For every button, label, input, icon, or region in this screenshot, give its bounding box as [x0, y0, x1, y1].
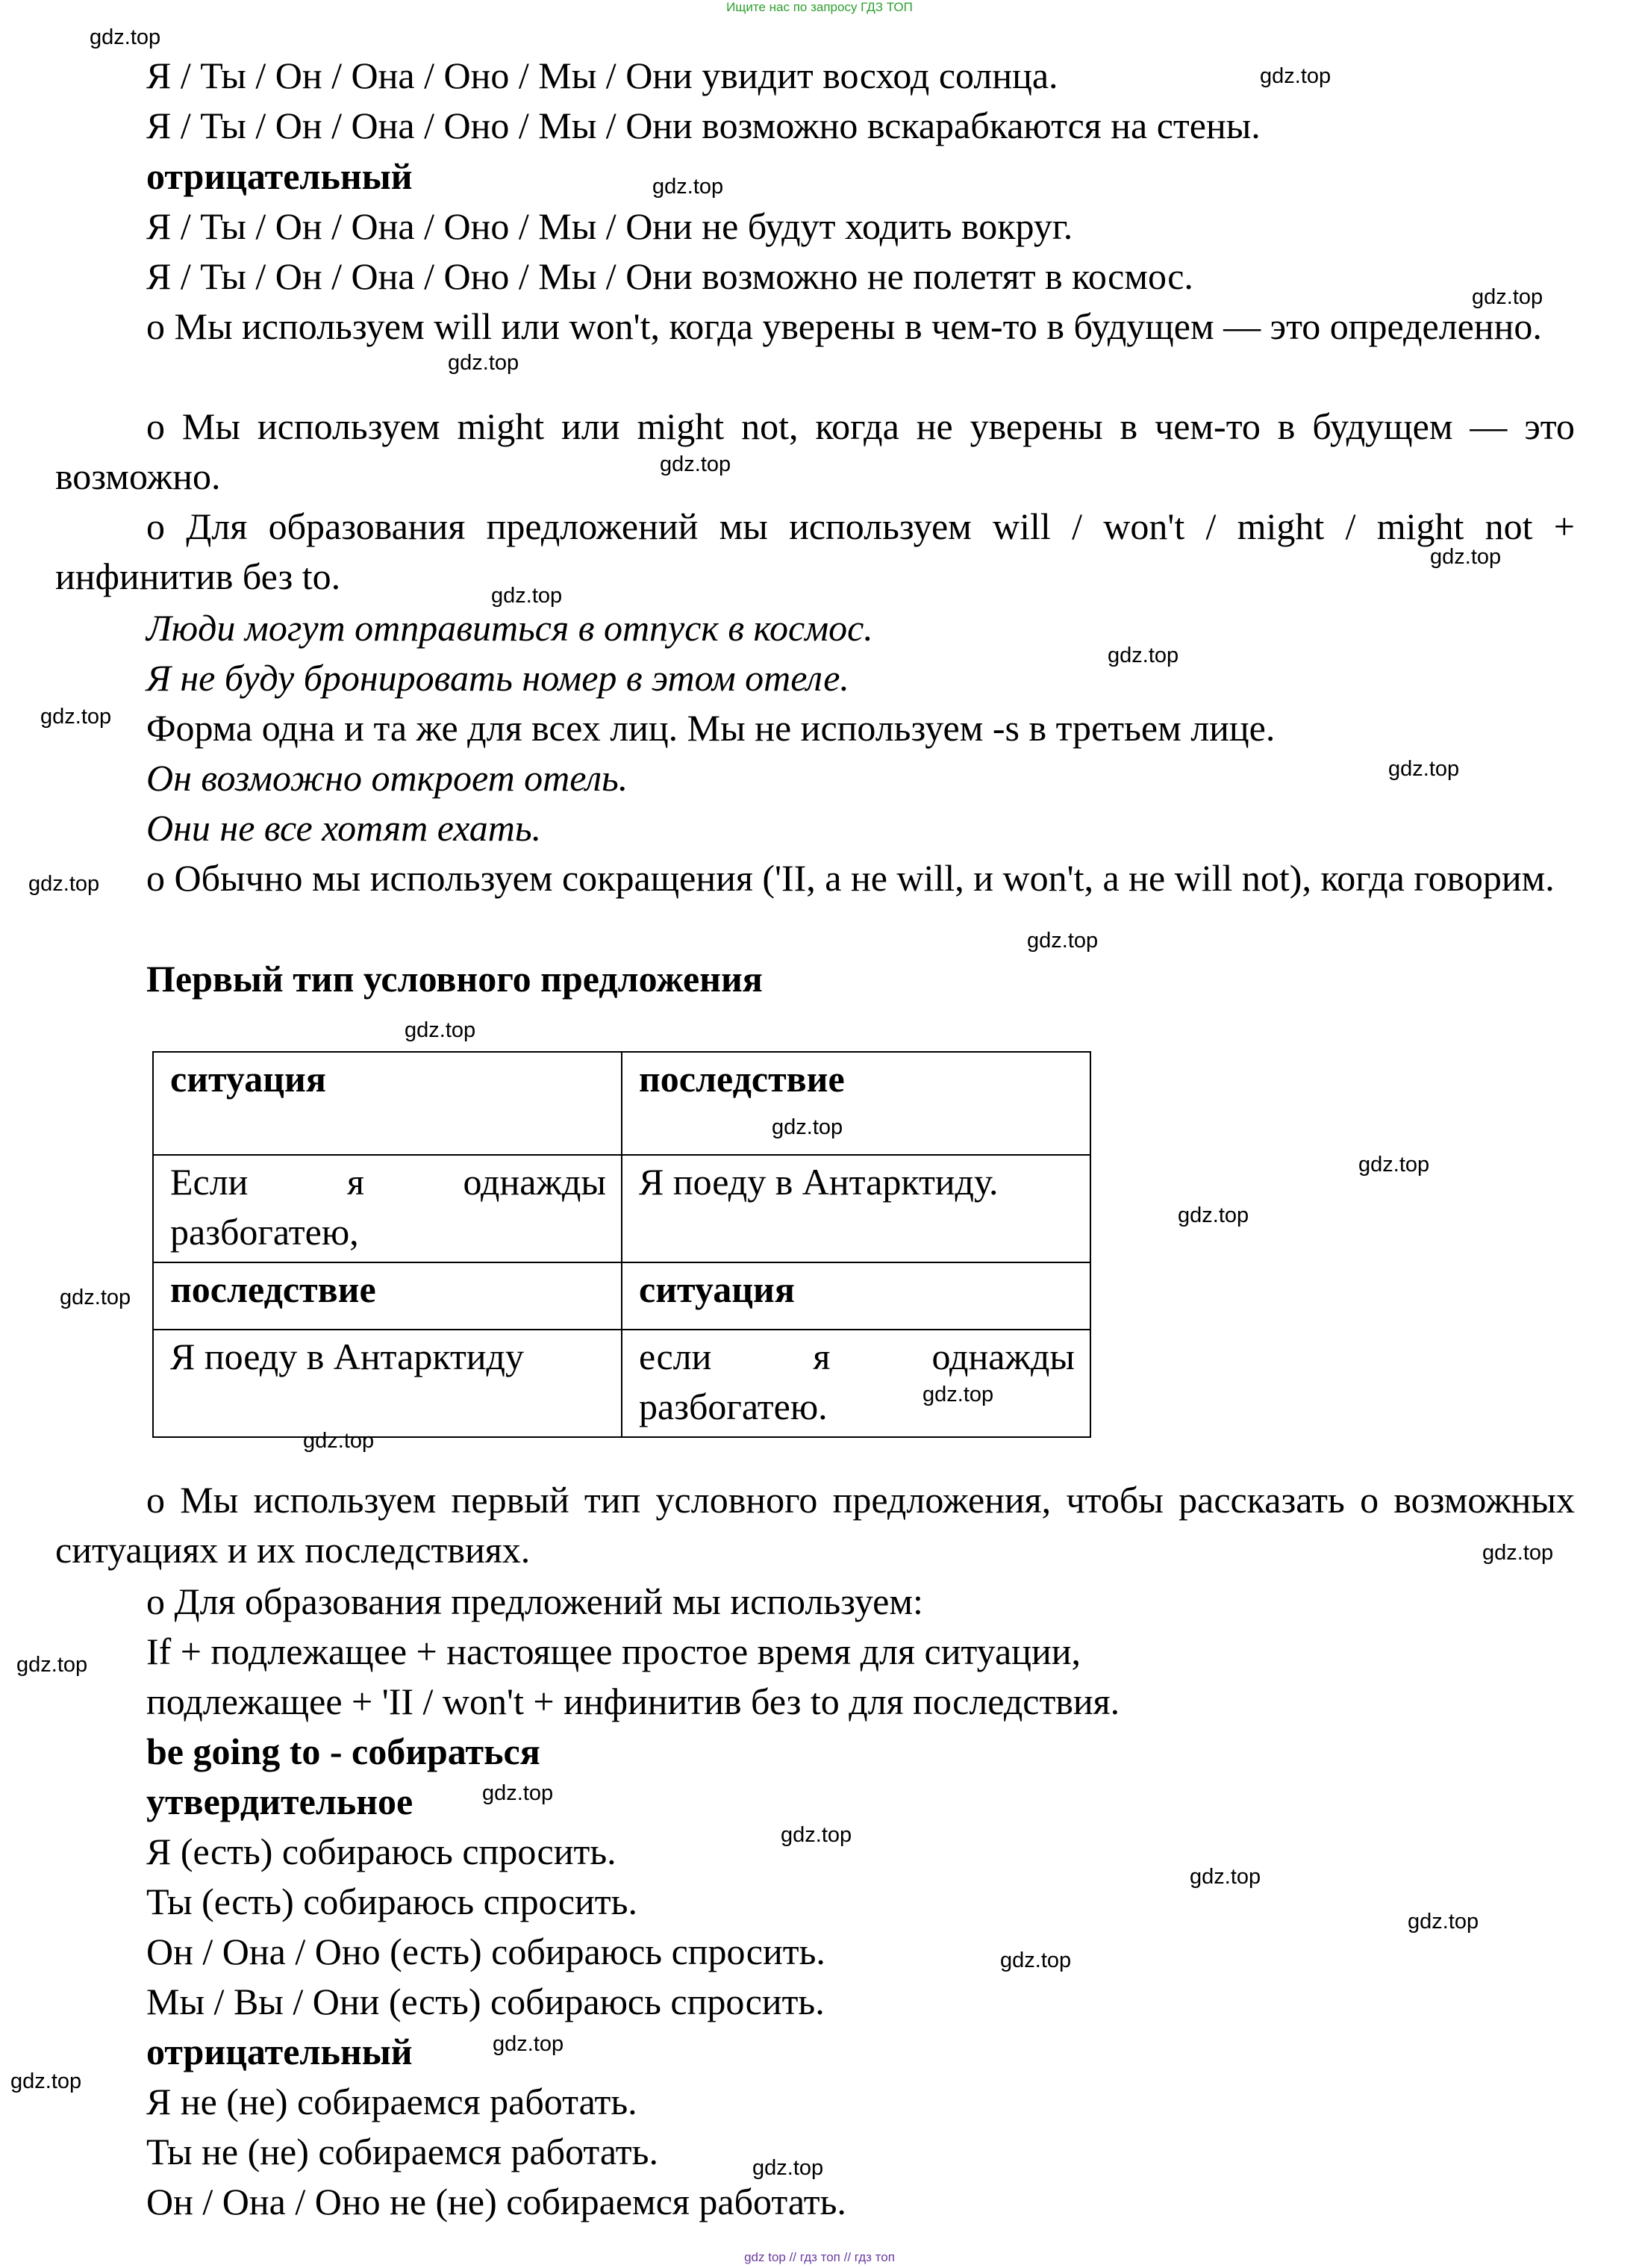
footer-links: gdz top // гдз топ // гдз топ: [744, 2250, 895, 2264]
table-cell: Если я однажды разбогатею,: [153, 1155, 622, 1262]
example-line: Он возможно откроет отель.: [146, 757, 628, 799]
watermark: gdz.top: [1388, 757, 1460, 781]
text-line: Он / Она / Оно (есть) собираюсь спросить.: [146, 1931, 825, 1972]
section-heading-negative: отрицательный: [146, 155, 413, 197]
section-heading-affirmative: утвердительное: [146, 1781, 413, 1822]
conditional-table: [152, 1051, 1091, 1438]
example-line: Они не все хотят ехать.: [146, 807, 542, 849]
text-line: Ты (есть) собираюсь спросить.: [146, 1881, 637, 1922]
watermark: gdz.top: [1472, 285, 1543, 309]
text-line: подлежащее + 'II / won't + инфинитив без to для последствия.: [146, 1680, 1120, 1722]
paragraph-first-conditional: о Мы используем первый тип условного предложения, чтобы рассказать о возможных ситуациях и их последствиях.: [55, 1479, 1575, 1571]
watermark: gdz.top: [1178, 1203, 1249, 1227]
text-line: Он / Она / Оно не (не) собираемся работать.: [146, 2181, 846, 2222]
text-line: Я / Ты / Он / Она / Оно / Мы / Они не будут ходить вокруг.: [146, 205, 1073, 247]
text-line: Я / Ты / Он / Она / Оно / Мы / Они возможно не полетят в космос.: [146, 255, 1193, 297]
watermark: gdz.top: [1408, 1910, 1479, 1934]
paragraph-might: о Мы используем might или might not, когда не уверены в чем-то в будущем — это возможно.: [55, 405, 1575, 497]
table-cell: Я поеду в Антарктиду.: [622, 1155, 1090, 1262]
watermark: gdz.top: [1108, 644, 1179, 667]
watermark: gdz.top: [1027, 929, 1099, 953]
section-heading-conditional: Первый тип условного предложения: [146, 958, 763, 1000]
watermark: gdz.top: [448, 351, 519, 375]
watermark: gdz.top: [491, 584, 563, 608]
section-heading-negative: отрицательный: [146, 2031, 413, 2072]
section-heading-going-to: be going to - собираться: [146, 1730, 540, 1772]
watermark: gdz.top: [10, 2069, 82, 2093]
watermark: gdz.top: [16, 1653, 88, 1677]
text-line: Я (есть) собираюсь спросить.: [146, 1831, 616, 1872]
watermark: gdz.top: [772, 1115, 843, 1139]
example-line: Люди могут отправиться в отпуск в космос.: [146, 607, 873, 649]
text-line: Форма одна и та же для всех лиц. Мы не используем -s в третьем лице.: [146, 707, 1276, 749]
watermark: gdz.top: [652, 175, 724, 199]
paragraph-formation: о Для образования предложений мы используем will / won't / might / might not + инфинитив без to.: [55, 505, 1575, 597]
watermark: gdz.top: [781, 1823, 852, 1847]
paragraph-contractions: о Обычно мы используем сокращения ('II, а не will, и won't, а не will not), когда говорим.: [146, 857, 1555, 899]
watermark: gdz.top: [1482, 1541, 1554, 1565]
watermark: gdz.top: [40, 705, 112, 729]
watermark: gdz.top: [660, 452, 731, 476]
table-header-consequence: последствие: [622, 1052, 1090, 1155]
watermark: gdz.top: [922, 1383, 994, 1406]
paragraph-will: о Мы используем will или won't, когда уверены в чем-то в будущем — это определенно.: [146, 305, 1542, 347]
table-cell: Я поеду в Антарктиду: [153, 1330, 622, 1437]
watermark: gdz.top: [1000, 1948, 1072, 1972]
watermark: gdz.top: [1430, 545, 1502, 569]
watermark: gdz.top: [405, 1018, 476, 1042]
watermark: gdz.top: [482, 1781, 554, 1805]
text-line: Я / Ты / Он / Она / Оно / Мы / Они возможно вскарабкаются на стены.: [146, 105, 1261, 146]
watermark: gdz.top: [1260, 64, 1332, 88]
text-line: If + подлежащее + настоящее простое время для ситуации,: [146, 1630, 1081, 1672]
watermark: gdz.top: [1358, 1153, 1430, 1177]
watermark: gdz.top: [60, 1286, 131, 1309]
text-line: Ты не (не) собираемся работать.: [146, 2131, 658, 2172]
watermark: gdz.top: [493, 2032, 564, 2056]
table-header-consequence: последствие: [153, 1262, 622, 1330]
text-line: о Для образования предложений мы используем:: [146, 1580, 923, 1622]
text-line: Мы / Вы / Они (есть) собираюсь спросить.: [146, 1981, 825, 2022]
text-line: Я / Ты / Он / Она / Оно / Мы / Они увидит восход солнца.: [146, 54, 1058, 96]
table-cell: если я однажды разбогатею.: [622, 1330, 1090, 1437]
table-header-situation: ситуация: [622, 1262, 1090, 1330]
watermark: gdz.top: [28, 872, 100, 896]
watermark: gdz.top: [303, 1429, 375, 1453]
watermark: gdz.top: [752, 2156, 824, 2180]
example-line: Я не буду бронировать номер в этом отеле.: [146, 657, 849, 699]
watermark: gdz.top: [90, 25, 161, 49]
table-header-situation: ситуация: [153, 1052, 622, 1155]
top-banner: Ищите нас по запросу ГДЗ ТОП: [726, 0, 913, 14]
watermark: gdz.top: [1190, 1865, 1261, 1889]
text-line: Я не (не) собираемся работать.: [146, 2081, 637, 2122]
